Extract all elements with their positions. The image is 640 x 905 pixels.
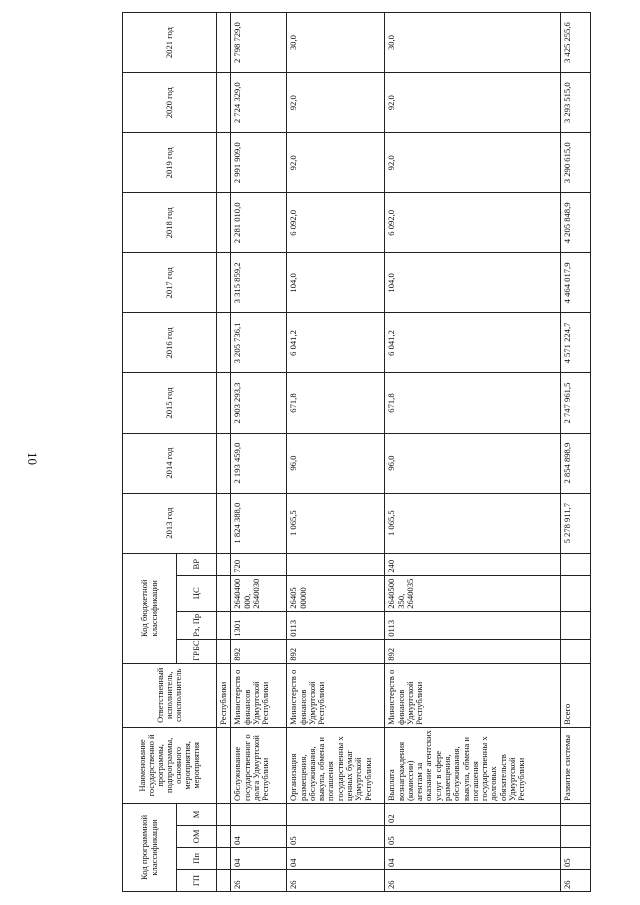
cell-value: 6 041,2	[287, 313, 385, 373]
cell-rzpr: 0113	[385, 611, 561, 639]
cell-om: 05	[385, 825, 561, 847]
cell-value: 671,8	[385, 373, 561, 433]
cell-grbs: 892	[385, 639, 561, 663]
cell-rzpr: 0113	[287, 611, 385, 639]
cell-value: 92,0	[287, 73, 385, 133]
header-year-2017: 2017 год	[123, 253, 217, 313]
cell-value: 30,0	[287, 13, 385, 73]
cell-name: Выплата вознаграждения (комиссии) агентам за оказание агентских услуг в сфере размещения, обслуживания, выкупа, обмена и погашения государственны х долговых обязательств Удмуртской Республики	[385, 727, 561, 803]
cell-cs: 2640400 000, 2640030	[231, 575, 287, 611]
cell-rzpr: 1301	[231, 611, 287, 639]
cell-value: 92,0	[287, 133, 385, 193]
table-row-continuation	[217, 13, 231, 892]
header-grbs: ГРБС	[177, 639, 217, 663]
cell-value: 104,0	[287, 253, 385, 313]
page-number: 10	[25, 452, 40, 465]
cell-gp: 26	[231, 869, 287, 891]
cell-value: 4 205 848,9	[561, 193, 591, 253]
cell-executor: Всего	[561, 663, 591, 727]
cell-name: Организация размещения, обслуживания, выкупа, обмена и погашения государственны х ценных бумаг Удмуртской Республики	[287, 727, 385, 803]
table-row	[385, 13, 561, 892]
prev-executor-cell: Республики	[217, 663, 231, 727]
cell-pp: 04	[385, 847, 561, 869]
cell-executor: Министерств о финансов Удмуртской Республики	[287, 663, 385, 727]
cell-value: 92,0	[385, 133, 561, 193]
cell-value: 1 065,5	[385, 493, 561, 553]
header-year-2014: 2014 год	[123, 433, 217, 493]
cell-name: Обслуживание государственног о долга Удмуртской Республики	[231, 727, 287, 803]
header-cs: ЦС	[177, 575, 217, 611]
cell-value: 1 065,5	[287, 493, 385, 553]
cell-value: 2 281 010,0	[231, 193, 287, 253]
budget-table	[122, 12, 591, 892]
cell-cs: 26405 00000	[287, 575, 385, 611]
header-gp: ГП	[177, 869, 217, 891]
cell-vr: 240	[385, 553, 561, 575]
table-row	[561, 13, 591, 892]
cell-vr	[287, 553, 385, 575]
table-row	[231, 13, 287, 892]
cell-value: 2 798 729,0	[231, 13, 287, 73]
cell-value: 96,0	[287, 433, 385, 493]
cell-value: 3 315 859,2	[231, 253, 287, 313]
header-pp: Пп	[177, 847, 217, 869]
cell-value: 3 290 615,0	[561, 133, 591, 193]
header-m: М	[177, 803, 217, 825]
cell-m	[231, 803, 287, 825]
header-year-2013: 2013 год	[123, 493, 217, 553]
cell-value: 2 724 329,0	[231, 73, 287, 133]
cell-pp: 04	[231, 847, 287, 869]
cell-om: 05	[287, 825, 385, 847]
header-vr: ВР	[177, 553, 217, 575]
header-year-2020: 2020 год	[123, 73, 217, 133]
cell-value: 96,0	[385, 433, 561, 493]
cell-grbs: 892	[287, 639, 385, 663]
cell-pp: 04	[287, 847, 385, 869]
cell-rzpr	[561, 611, 591, 639]
cell-gp: 26	[561, 869, 591, 891]
cell-value: 5 278 911,7	[561, 493, 591, 553]
cell-vr: 720	[231, 553, 287, 575]
cell-value: 4 464 017,9	[561, 253, 591, 313]
cell-m	[287, 803, 385, 825]
cell-grbs	[561, 639, 591, 663]
header-executor: Ответственный исполнитель, соисполнитель	[123, 663, 217, 727]
cell-value: 3 293 515,0	[561, 73, 591, 133]
cell-cs	[561, 575, 591, 611]
cell-om: 04	[231, 825, 287, 847]
header-name: Наименование государственно й программы, подпрограммы, основного мероприятия, мероприятия	[123, 727, 217, 803]
cell-value: 671,8	[287, 373, 385, 433]
cell-cs: 2640500 350, 2640035	[385, 575, 561, 611]
header-year-2019: 2019 год	[123, 133, 217, 193]
cell-om	[561, 825, 591, 847]
header-year-2015: 2015 год	[123, 373, 217, 433]
cell-name: Развитие системы	[561, 727, 591, 803]
cell-executor: Министерств о финансов Удмуртской Республики	[231, 663, 287, 727]
cell-value: 6 041,2	[385, 313, 561, 373]
cell-value: 30,0	[385, 13, 561, 73]
cell-value: 4 571 224,7	[561, 313, 591, 373]
cell-value: 3 205 736,1	[231, 313, 287, 373]
cell-grbs: 892	[231, 639, 287, 663]
cell-value: 3 425 255,6	[561, 13, 591, 73]
table-row	[287, 13, 385, 892]
header-year-2021: 2021 год	[123, 13, 217, 73]
cell-value: 2 747 961,5	[561, 373, 591, 433]
cell-value: 1 824 388,0	[231, 493, 287, 553]
cell-value: 2 193 459,0	[231, 433, 287, 493]
cell-value: 2 854 898,9	[561, 433, 591, 493]
rotated-table-canvas	[122, 12, 627, 892]
cell-executor: Министерств о финансов Удмуртской Республики	[385, 663, 561, 727]
cell-value: 104,0	[385, 253, 561, 313]
cell-pp: 05	[561, 847, 591, 869]
header-year-2016: 2016 год	[123, 313, 217, 373]
cell-gp: 26	[385, 869, 561, 891]
header-om: ОМ	[177, 825, 217, 847]
cell-value: 2 903 293,3	[231, 373, 287, 433]
cell-value: 6 092,0	[385, 193, 561, 253]
header-year-2018: 2018 год	[123, 193, 217, 253]
cell-vr	[561, 553, 591, 575]
header-rzpr: Рз, Пр	[177, 611, 217, 639]
cell-value: 92,0	[385, 73, 561, 133]
cell-m	[561, 803, 591, 825]
cell-value: 2 991 909,0	[231, 133, 287, 193]
cell-m: 02	[385, 803, 561, 825]
cell-value: 6 092,0	[287, 193, 385, 253]
header-program-code: Код программной классификации	[123, 803, 177, 891]
cell-gp: 26	[287, 869, 385, 891]
header-budget-code: Код бюджетной классификации	[123, 553, 177, 663]
